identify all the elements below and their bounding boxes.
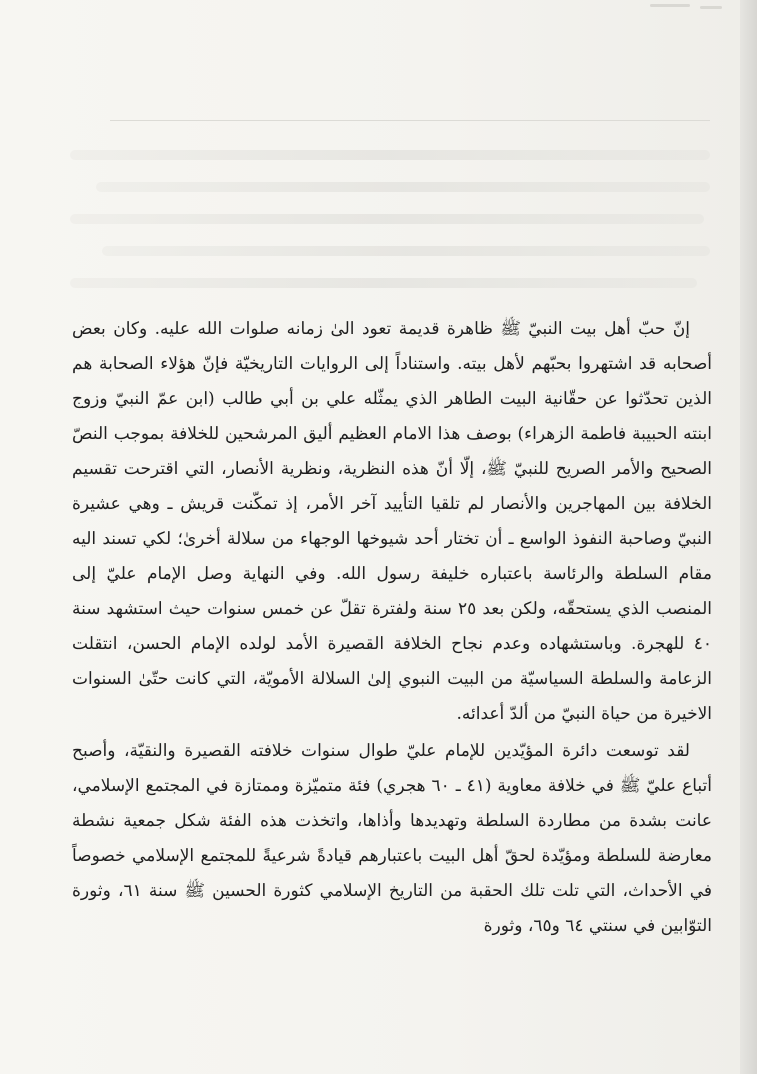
paragraph-1: إنّ حبّ أهل بيت النبيّ ﷺ ظاهرة قديمة تعود الىٰ زمانه صلوات الله عليه. وكان بعض أصحابه قد اشتهروا بحبّهم لأهل بيته. واستناداً إلى الروايات التاريخيّة فإنّ هؤلاء الصحابة هم الذين تحدّثوا عن حقّانية البيت الطاهر الذي يمثّله علي بن أبي طالب (ابن عمّ النبيّ وزوج ابنته الحبيبة فاطمة الزهراء) بوصف هذا الامام العظيم أليق المرشحين للخلافة بموجب النصّ الصحيح والأمر الصريح للنبيّ ﷺ، إلّا أنّ هذه النظرية، ونظرية الأنصار، التي اقترحت تقسيم الخلافة بين المهاجرين والأنصار لم تلقيا التأييد آخر الأمر، إذ تمكّنت قريش ـ وهي عشيرة النبيّ وصاحبة النفوذ الواسع ـ أن تختار أحد شيوخها الوجهاء من سلالة أخرىٰ؛ لكي تسند اليه مقام السلطة والرئاسة باعتباره خليفة رسول الله. وفي النهاية وصل الإمام عليّ إلى المنصب الذي يستحقّه، ولكن بعد ٢٥ سنة ولفترة تقلّ عن خمس سنوات حيث استشهد سنة ٤٠ للهجرة. وباستشهاده وعدم نجاح الخلافة القصيرة الأمد لولده الإمام الحسن، انتقلت الزعامة والسلطة السياسيّة من البيت النبوي إلىٰ السلالة الأمويّة، التي كانت حتّىٰ السنوات الاخيرة من حياة النبيّ من ألدّ أعدائه. [72, 319, 712, 724]
page-edge-shadow [740, 0, 757, 1074]
paragraph-2: لقد توسعت دائرة المؤيّدين للإمام عليّ طوال سنوات خلافته القصيرة والنقيّة، وأصبح أتباع عليّ ﷺ في خلافة معاوية (٤١ ـ ٦٠ هجري) فئة متميّزة وممتازة في المجتمع الإسلامي، عانت بشدة من مطاردة السلطة وتهديدها وأذاها، واتخذت هذه الفئة شكل جمعية نشطة معارضة للسلطة ومؤيّدة لحقّ أهل البيت باعتبارهم قيادةً شرعيةً للمجتمع الإسلامي خصوصاً في الأحداث، التي تلت تلك الحقبة من التاريخ الإسلامي كثورة الحسين ﷺ سنة ٦١، وثورة التوّابين في سنتي ٦٤ و٦٥، وثورة [72, 741, 712, 936]
body-text [72, 312, 712, 944]
top-bleed-through [600, 0, 740, 18]
reverse-side-text-bleed [70, 150, 710, 320]
reverse-side-header [110, 94, 710, 128]
